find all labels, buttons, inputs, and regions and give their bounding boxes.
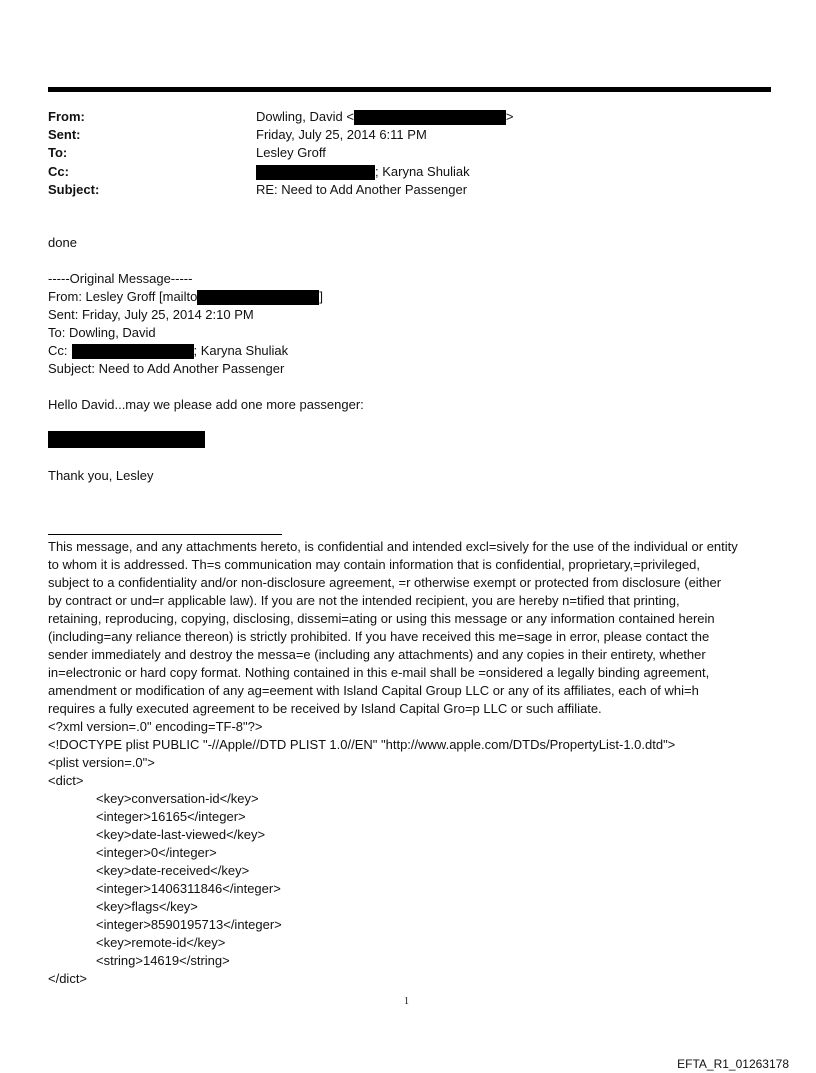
header-sent-row bbox=[48, 126, 771, 144]
cc-label: Cc: bbox=[48, 163, 69, 179]
to-value: Lesley Groff bbox=[256, 145, 326, 161]
redaction-box bbox=[48, 431, 205, 448]
from-close: > bbox=[505, 109, 514, 124]
plist-open-tag: <plist version=.0"> bbox=[48, 755, 155, 770]
plist-entry: <integer>0</integer> bbox=[96, 845, 217, 860]
plist-entry: <integer>1406311846</integer> bbox=[96, 881, 281, 896]
sent-value: Friday, July 25, 2014 6:11 PM bbox=[256, 127, 427, 143]
original-cc-label: Cc: bbox=[48, 343, 68, 358]
redaction-box bbox=[256, 165, 375, 180]
sent-label: Sent: bbox=[48, 127, 81, 143]
subject-label: Subject: bbox=[48, 181, 100, 197]
header-to-row bbox=[48, 144, 771, 162]
from-value bbox=[256, 108, 514, 126]
original-from-text: From: Lesley Groff [mailto bbox=[48, 289, 198, 304]
signoff: Thank you, Lesley bbox=[48, 468, 154, 483]
disclaimer-line: sender immediately and destroy the messa=e (including any attachments) and any copies in their entirety, whether bbox=[48, 647, 706, 662]
page-number: 1 bbox=[404, 996, 409, 1007]
disclaimer-line: subject to a confidentiality and/or non-disclosure agreement, =r otherwise exempt or protected from disclosure (either bbox=[48, 575, 722, 590]
email-header bbox=[48, 108, 771, 199]
dict-close-tag: </dict> bbox=[48, 971, 88, 986]
redaction-box bbox=[197, 290, 319, 305]
disclaimer-line: requires a fully executed agreement to be received by Island Capital Gro=p LLC or such affiliate. bbox=[48, 701, 602, 716]
original-cc-rest: ; Karyna Shuliak bbox=[193, 343, 289, 358]
disclaimer-line: to whom it is addressed. Th=s communication may contain information that is confidential, proprietary,=privileged, bbox=[48, 557, 701, 572]
xml-declaration: <?xml version=.0" encoding=TF-8"?> bbox=[48, 719, 263, 734]
bates-number: EFTA_R1_01263178 bbox=[677, 1057, 789, 1071]
disclaimer-line: in=electronic or hard copy format. Nothing contained in this e-mail shall be =onsidered a legally binding agreement, bbox=[48, 665, 710, 680]
plist-entry: <key>flags</key> bbox=[96, 899, 198, 914]
original-to: To: Dowling, David bbox=[48, 325, 156, 340]
plist-entry: <key>remote-id</key> bbox=[96, 935, 226, 950]
signoff-block bbox=[48, 467, 154, 485]
plist-entry: <integer>16165</integer> bbox=[96, 809, 246, 824]
original-separator: -----Original Message----- bbox=[48, 271, 193, 286]
original-sent: Sent: Friday, July 25, 2014 2:10 PM bbox=[48, 307, 254, 322]
header-cc-row bbox=[48, 163, 771, 181]
plist-entry: <integer>8590195713</integer> bbox=[96, 917, 282, 932]
original-subject: Subject: Need to Add Another Passenger bbox=[48, 361, 285, 376]
to-label: To: bbox=[48, 145, 68, 161]
header-top-rule bbox=[48, 87, 771, 92]
disclaimer-line: amendment or modification of any ag=eement with Island Capital Group LLC or any of its affiliates, each of whi=h bbox=[48, 683, 699, 698]
confidentiality-disclaimer bbox=[48, 538, 778, 718]
plist-entry: <key>date-last-viewed</key> bbox=[96, 827, 266, 842]
from-label: From: bbox=[48, 109, 85, 124]
original-from-close: ] bbox=[319, 289, 323, 304]
original-cc bbox=[48, 342, 364, 360]
plist-entry: <key>conversation-id</key> bbox=[96, 791, 259, 806]
header-from-row bbox=[48, 108, 771, 126]
xml-doctype: <!DOCTYPE plist PUBLIC "-//Apple//DTD PLIST 1.0//EN" "http://www.apple.com/DTDs/PropertyList-1.0.dtd"> bbox=[48, 737, 676, 752]
signature-rule bbox=[48, 534, 282, 535]
original-greeting: Hello David...may we please add one more passenger: bbox=[48, 397, 364, 412]
disclaimer-line: retaining, reproducing, copying, disclosing, dissemi=ating or using this message or any information contained herein bbox=[48, 611, 715, 626]
cc-recipients: ; Karyna Shuliak bbox=[375, 163, 470, 179]
reply-text: done bbox=[48, 235, 77, 250]
redaction-box bbox=[354, 110, 506, 125]
cc-value bbox=[256, 163, 470, 181]
plist-entry: <string>14619</string> bbox=[96, 953, 230, 968]
reply-body bbox=[48, 234, 77, 252]
dict-open-tag: <dict> bbox=[48, 773, 84, 788]
redaction-box bbox=[72, 344, 194, 359]
plist-xml-block bbox=[48, 718, 675, 988]
plist-entry: <key>date-received</key> bbox=[96, 863, 250, 878]
subject-value: RE: Need to Add Another Passenger bbox=[256, 181, 468, 197]
disclaimer-line: by contract or und=r applicable law). If you are not the intended recipient, you are hereby n=tified that printing, bbox=[48, 593, 680, 608]
disclaimer-line: (including=any reliance thereon) is strictly prohibited. If you have received this me=sage in error, please contact the bbox=[48, 629, 710, 644]
header-subject-row bbox=[48, 181, 771, 199]
original-from bbox=[48, 288, 364, 306]
original-message bbox=[48, 270, 364, 414]
disclaimer-line: This message, and any attachments hereto, is confidential and intended excl=sively for the use of the individual or entity bbox=[48, 539, 738, 554]
from-name: Dowling, David < bbox=[256, 109, 354, 124]
